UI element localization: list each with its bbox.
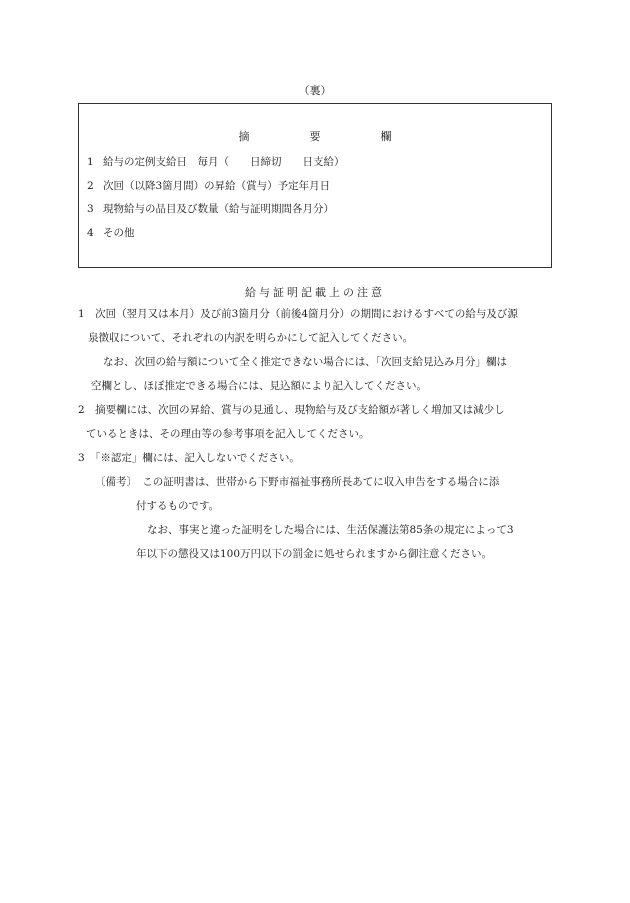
- summary-item-text: 次回（以降3箇月間）の昇給（賞与）予定年月日: [103, 179, 331, 192]
- note-line: 付するものです。: [136, 500, 220, 512]
- note-line: 〔備考〕 この証明書は、世帯から下野市福祉事務所長あてに収入申告をする場合に添: [95, 476, 500, 488]
- summary-title-char: 欄: [380, 130, 392, 143]
- summary-item-number: 3: [87, 203, 94, 215]
- note-line: 3 「※認定」欄には、記入しないでください。: [78, 452, 300, 464]
- summary-section-title: [79, 128, 551, 144]
- summary-item: [87, 226, 543, 250]
- notes-title: 給与証明記載上の注意: [245, 286, 385, 299]
- page-side-label: （裏）: [298, 84, 332, 97]
- summary-item-number: 1: [87, 156, 94, 168]
- note-line: 年以下の懲役又は100万円以下の罰金に処せられますから御注意ください。: [136, 548, 493, 560]
- note-line: ているときは、その理由等の参考事項を記入してください。: [86, 428, 370, 440]
- summary-section-box: [78, 103, 552, 268]
- note-line: 1 次回（翌月又は本月）及び前3箇月分（前後4箇月分）の期間におけるすべての給与及び源: [78, 308, 518, 320]
- summary-title-char: 摘: [238, 130, 250, 143]
- summary-item-text: その他: [103, 226, 135, 239]
- summary-item-number: 2: [87, 179, 94, 192]
- note-line: 泉徴収について、それぞれの内訳を明らかにして記入してください。: [88, 332, 414, 344]
- summary-item-text: 現物給与の品目及び数量（給与証明期間各月分）: [103, 203, 334, 215]
- summary-item-text: 給与の定例支給日 毎月（ 日締切 日支給）: [103, 156, 345, 168]
- summary-items-list: [87, 155, 543, 249]
- summary-item-number: 4: [87, 226, 94, 239]
- summary-item: [87, 179, 543, 203]
- summary-item: [87, 202, 543, 226]
- note-line: なお、事実と違った証明をした場合には、生活保護法第85条の規定によって3: [147, 524, 514, 536]
- note-line: 2 摘要欄には、次回の昇給、賞与の見通し、現物給与及び支給額が著しく増加又は減少し: [78, 404, 505, 416]
- note-line: 空欄とし、ほぼ推定できる場合には、見込額により記入してください。: [91, 380, 427, 392]
- summary-item: [87, 155, 543, 179]
- note-line: なお、次回の給与額について全く推定できない場合には、「次回支給見込み月分」欄は: [103, 356, 508, 368]
- summary-title-char: 要: [309, 130, 321, 143]
